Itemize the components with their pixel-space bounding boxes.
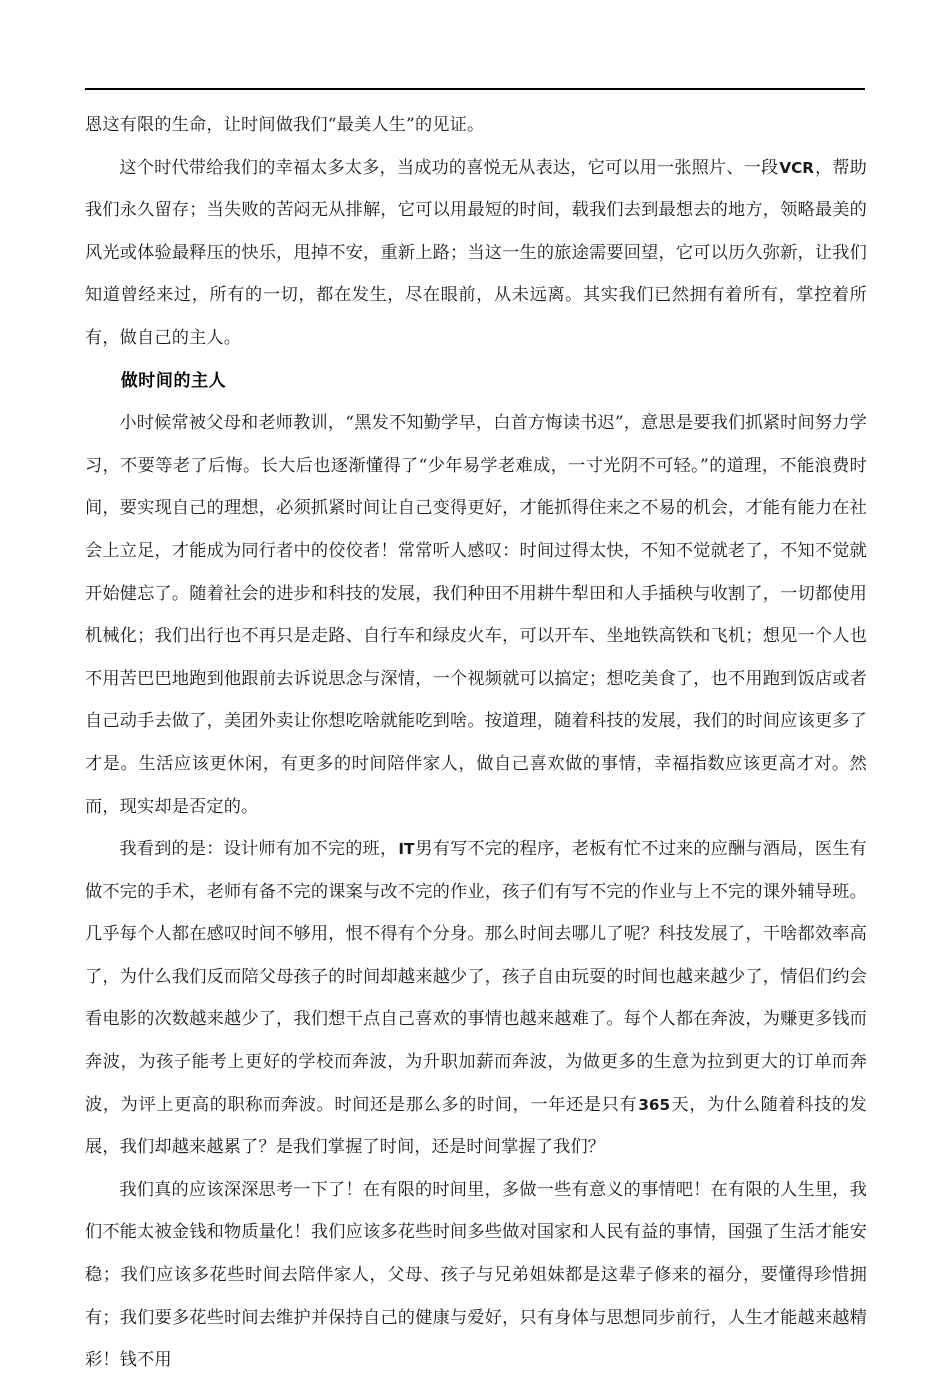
paragraph-deep-reflection bbox=[85, 1169, 867, 1382]
paragraph-era-happiness bbox=[85, 147, 867, 360]
text-run: 男有写不完的程序，老板有忙不过来的应酬与酒局，医生有做不完的手术，老师有备不完的课案与改不完的作业，孩子们有写不完的作业与上不完的课外辅导班。几乎每个人都在感叹时间不够用，恨不得有个分身。那么时间去哪儿了呢？科技发展了，干啥都效率高了，为什么我们反而陪父母孩子的时间却越来越少了，孩子自由玩耍的时间也越来越少了，情侣们约会看电影的次数越来越少了，我们想干点自己喜欢的事情也越来越难了。每个人都在奔波，为赚更多钱而奔波，为孩子能考上更好的学校而奔波，为升职加薪而奔波，为做更多的生意为拉到更大的订单而奔波，为评上更高的职称而奔波。时间还是那么多的时间，一年还是只有 bbox=[85, 839, 867, 1115]
latin-run-vcr: VCR bbox=[779, 158, 814, 177]
text-run: 我们真的应该深深思考一下了！在有限的时间里，多做一些有意义的事情吧！在有限的人生里，我们不能太被金钱和物质量化！我们应该多花些时间多些做对国家和人民有益的事情，国强了生活才能安稳；我们应该多花些时间去陪伴家人，父母、孩子与兄弟姐妹都是这辈子修来的福分，要懂得珍惜拥有；我们要多花些时间去维护并保持自己的健康与爱好，只有身体与思想同步前行，人生才能越来越精彩！钱不用 bbox=[85, 1179, 867, 1371]
paragraph-what-i-see bbox=[85, 828, 867, 1169]
paragraph-continued: 恩这有限的生命，让时间做我们“最美人生”的见证。 bbox=[85, 115, 485, 135]
paragraph-childhood-lessons bbox=[85, 402, 867, 828]
latin-run-it: IT bbox=[398, 840, 415, 859]
header-divider-rule bbox=[85, 88, 865, 90]
section-heading-master-of-time: 做时间的主人 bbox=[120, 370, 227, 391]
text-run: 我看到的是：设计师有加不完的班， bbox=[119, 839, 398, 860]
text-run: 小时候常被父母和老师教训，“黑发不知勤学早，白首方悔读书迟”，意思是要我们抓紧时间努力学习，不要等老了后悔。长大后也逐渐懂得了“少年易学老难成，一寸光阴不可轻。”的道理，不能浪费时间，要实现自己的理想，必须抓紧时间让自己变得更好，才能抓得住来之不易的机会，才能有能力在社会上立足，才能成为同行者中的佼佼者！常常听人感叹：时间过得太快，不知不觉就老了，不知不觉就开始健忘了。随着社会的进步和科技的发展，我们种田不用耕牛犁田和人手插秧与收割了，一切都使用机械化；我们出行也不再只是走路、自行车和绿皮火车，可以开车、坐地铁高铁和飞机；想见一个人也不用苦巴巴地跑到他跟前去诉说思念与深情，一个视频就可以搞定；想吃美食了，也不用跑到饭店或者自己动手去做了，美团外卖让你想吃啥就能吃到啥。按道理，随着科技的发展，我们的时间应该更多了才是。生活应该更休闲，有更多的时间陪伴家人，做自己喜欢做的事情，幸福指数应该更高才对。然而，现实却是否定的。 bbox=[85, 413, 867, 817]
text-run: 这个时代带给我们的幸福太多太多，当成功的喜悦无从表达，它可以用一张照片、一段 bbox=[119, 157, 779, 178]
document-body bbox=[85, 104, 867, 1382]
text-run: 天，为什么随着科技的发展，我们却越来越累了？是我们掌握了时间，还是时间掌握了我们？ bbox=[85, 1094, 867, 1158]
latin-run-365: 365 bbox=[638, 1095, 671, 1114]
text-run: ，帮助我们永久留存；当失败的苦闷无从排解，它可以用最短的时间，载我们去到最想去的地方，领略最美的风光或体验最释压的快乐，甩掉不安，重新上路；当这一生的旅途需要回望，它可以历久弥新，让我们知道曾经来过，所有的一切，都在发生，尽在眼前，从未远离。其实我们已然拥有着所有，掌控着所有，做自己的主人。 bbox=[85, 157, 867, 348]
